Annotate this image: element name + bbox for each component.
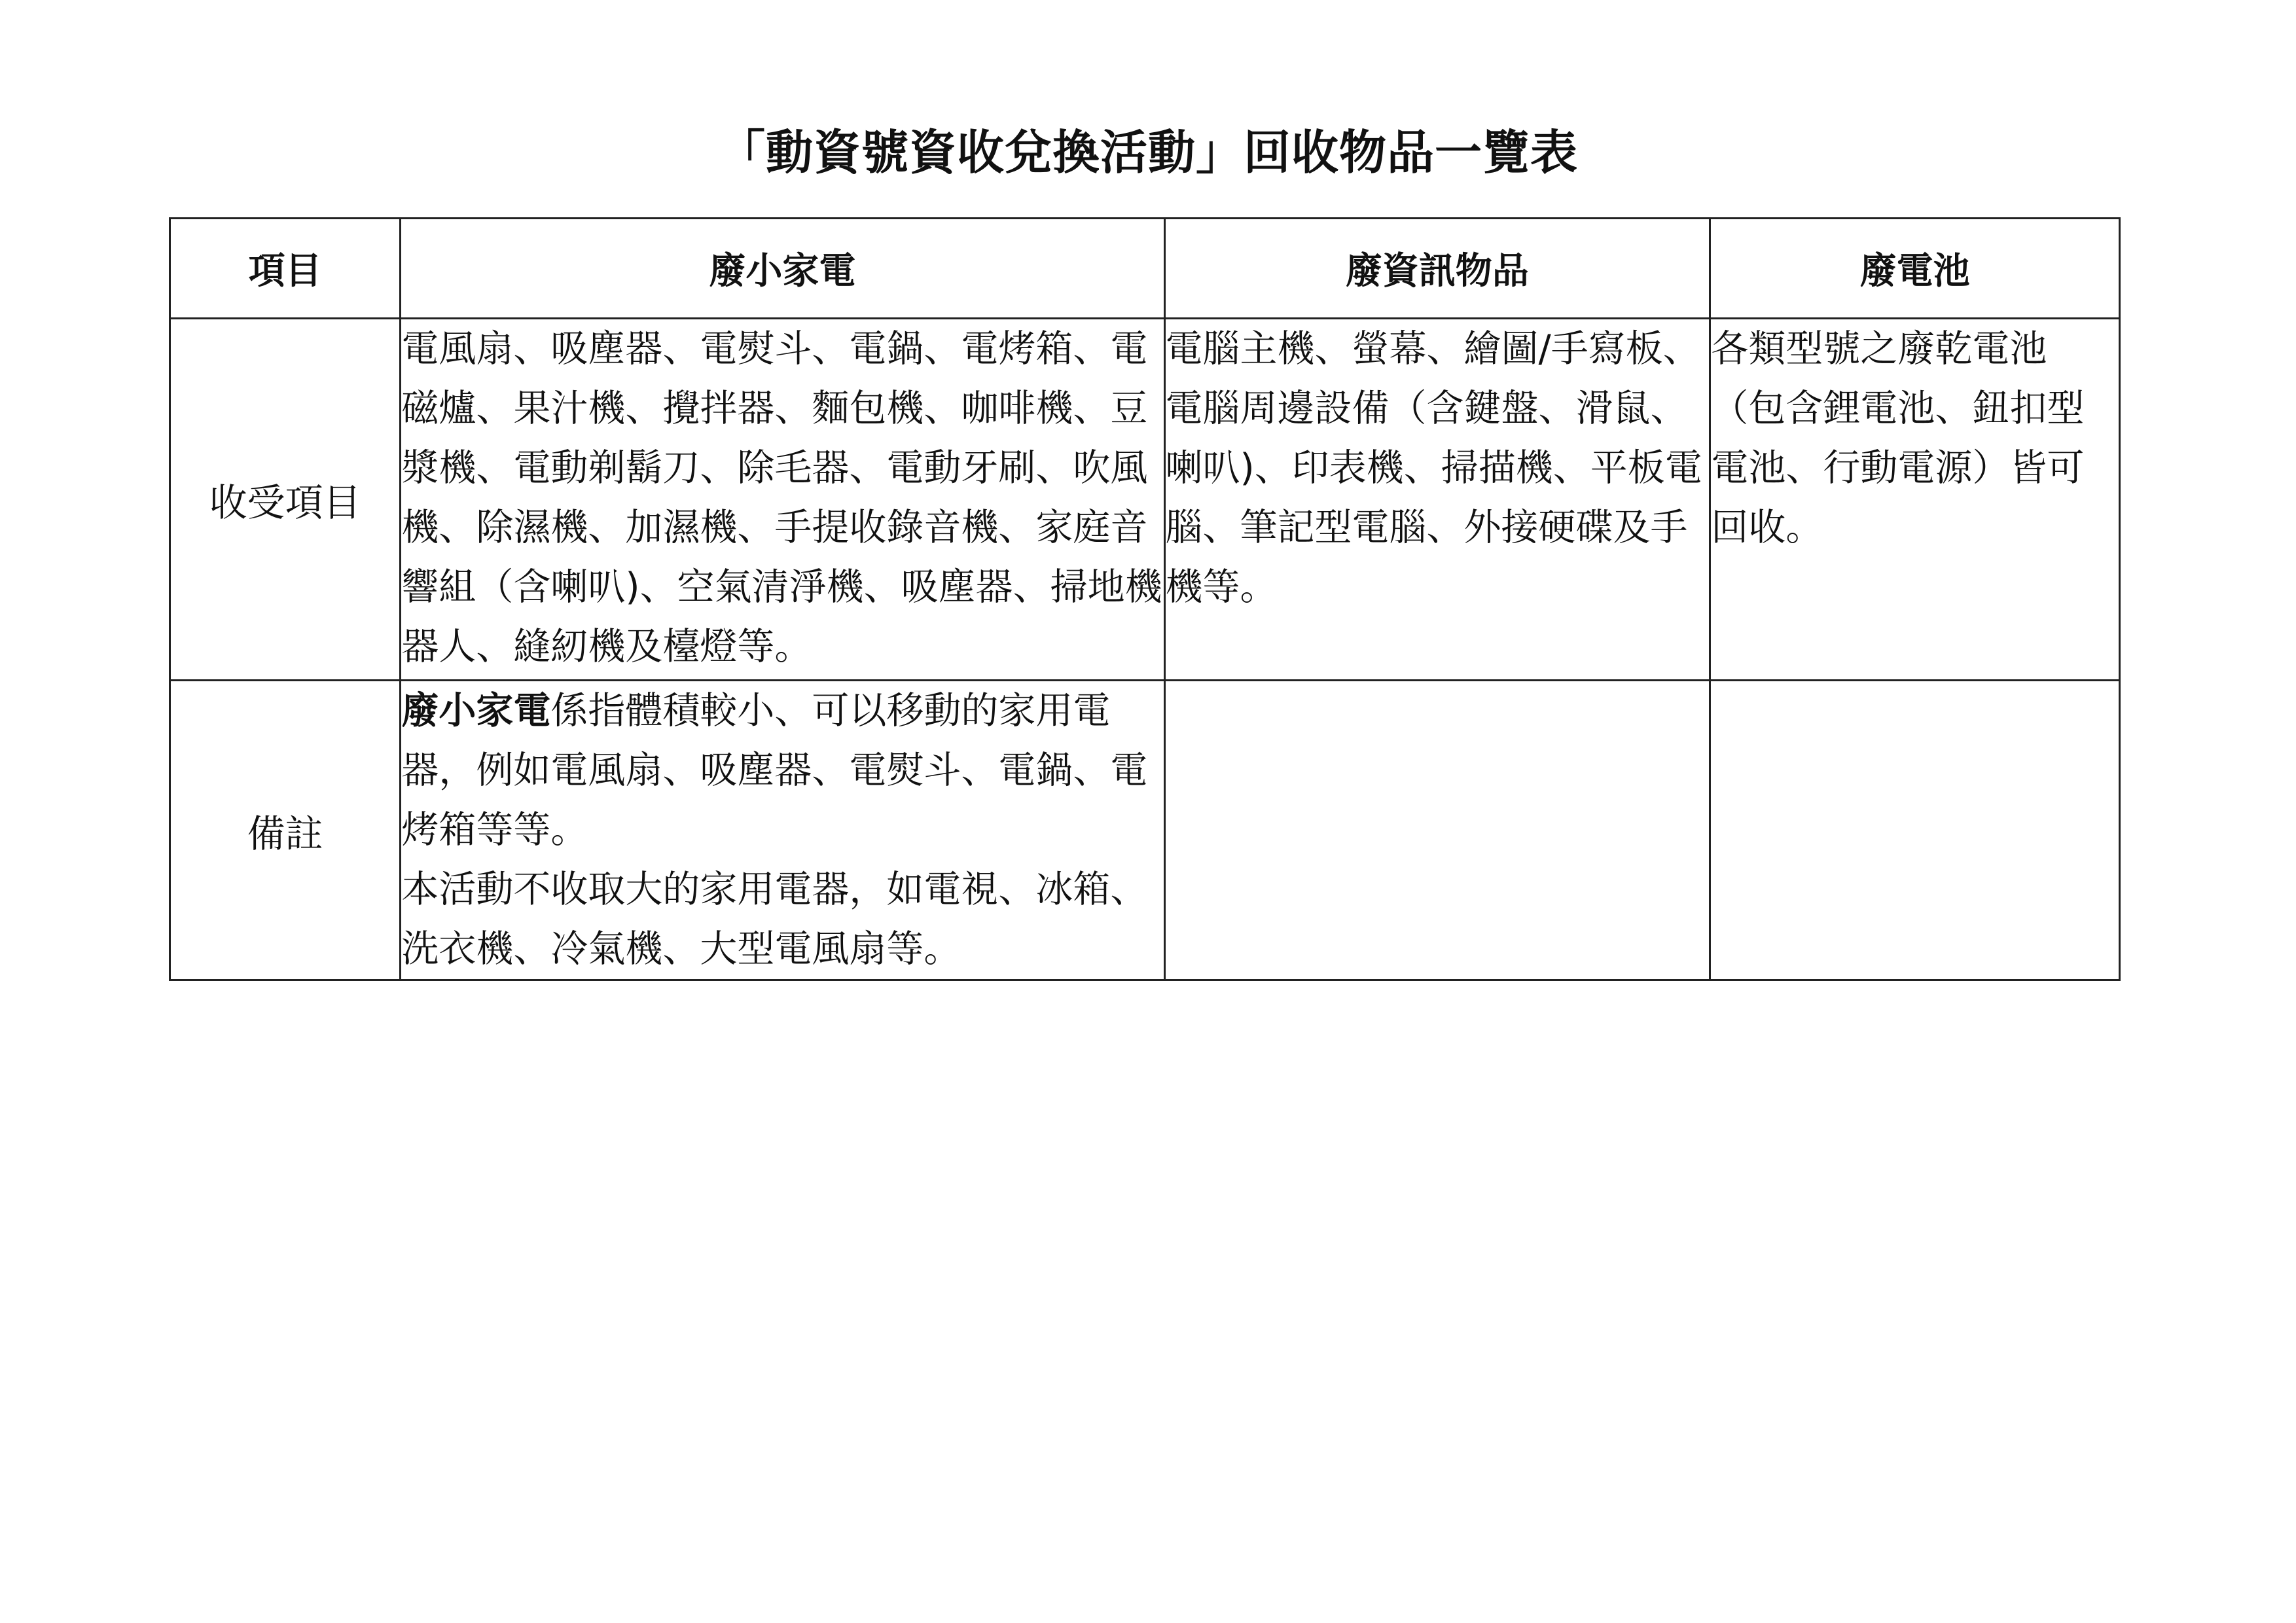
notes-label: 備註 (170, 681, 401, 980)
table-row-accepted (170, 319, 2120, 681)
accepted-batteries: 各類型號之廢乾電池（包含鋰電池、鈕扣型電池、行動電源）皆可回收。 (1710, 319, 2120, 681)
recycle-items-table (169, 217, 2121, 981)
notes-batteries (1710, 681, 2120, 980)
table-header-row (170, 219, 2120, 319)
accepted-label: 收受項目 (170, 319, 401, 681)
notes-it-products (1164, 681, 1710, 980)
notes-small-appliances (401, 681, 1164, 980)
notes-definition (401, 681, 1163, 860)
table-row-notes (170, 681, 2120, 980)
page-title: 「動資號資收兌換活動」回收物品一覽表 (717, 125, 1578, 180)
notes-bold-term: 廢小家電 (401, 689, 551, 732)
accepted-it-products: 電腦主機、螢幕、繪圖/手寫板、電腦周邊設備（含鍵盤、滑鼠、喇叭)、印表機、掃描機、平板電腦、筆記型電腦、外接硬碟及手機等。 (1164, 319, 1710, 681)
notes-definition-text: 係指體積較小、可以移動的家用電器，例如電風扇、吸塵器、電熨斗、電鍋、電烤箱等等。 (401, 689, 1148, 851)
accepted-small-appliances: 電風扇、吸塵器、電熨斗、電鍋、電烤箱、電磁爐、果汁機、攪拌器、麵包機、咖啡機、豆漿機、電動剃鬍刀、除毛器、電動牙刷、吹風機、除濕機、加濕機、手提收錄音機、家庭音響組（含喇叭)、空氣清淨機、吸塵器、掃地機器人、縫紉機及檯燈等。 (401, 319, 1164, 681)
header-batteries: 廢電池 (1710, 219, 2120, 319)
notes-exclusion: 本活動不收取大的家用電器，如電視、冰箱、洗衣機、冷氣機、大型電風扇等。 (401, 868, 1148, 971)
header-item: 項目 (170, 219, 401, 319)
header-small-appliances: 廢小家電 (401, 219, 1164, 319)
header-it-products: 廢資訊物品 (1164, 219, 1710, 319)
